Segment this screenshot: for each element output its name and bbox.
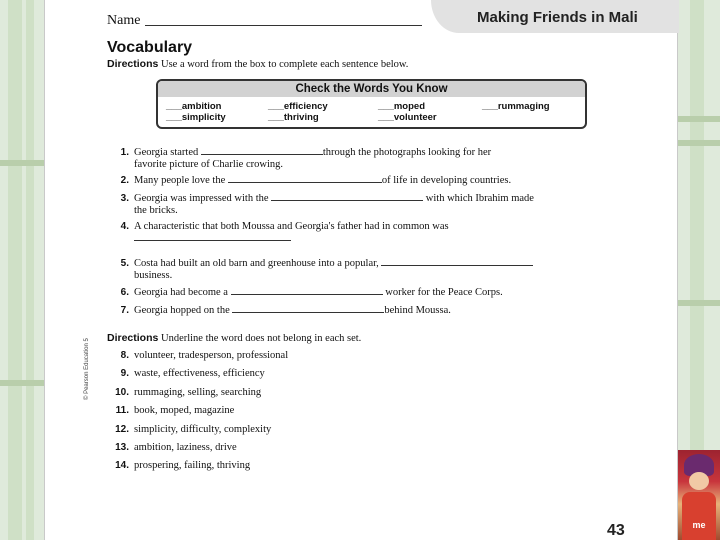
name-line (145, 25, 422, 26)
word-set-9: 9. waste, effectiveness, efficiency (120, 368, 265, 379)
worksheet-title: Making Friends in Mali (431, 0, 679, 33)
answer-blank[interactable] (231, 294, 383, 295)
word-set-13: 13. ambition, laziness, drive (115, 442, 237, 453)
word-set-10: 10. rummaging, selling, searching (115, 387, 262, 398)
word-efficiency: ___efficiency (268, 101, 328, 112)
name-label: Name (107, 13, 141, 28)
bamboo-node (678, 140, 720, 146)
worksheet-page (44, 0, 678, 540)
word-box-title: Check the Words You Know (158, 81, 585, 97)
word-simplicity: ___simplicity (166, 112, 226, 123)
answer-blank[interactable] (201, 154, 323, 155)
word-set-14: 14. prospering, failing, thriving (115, 460, 251, 471)
word-set-8: 8. volunteer, tradesperson, professional (120, 350, 289, 361)
word-set-11: 11. book, moped, magazine (115, 405, 235, 416)
sentence-2: 2. Many people love the of life in developing countries. (120, 175, 512, 186)
word-ambition: ___ambition (166, 101, 222, 112)
directions-label: Directions (107, 332, 159, 344)
thumbnail-image[interactable] (678, 450, 720, 540)
directions-text: Underline the word does not belong in each set. (160, 333, 362, 344)
bamboo-stalk-left-2 (26, 0, 34, 540)
answer-blank[interactable] (271, 200, 423, 201)
bamboo-node (0, 160, 44, 166)
word-volunteer: ___volunteer (378, 112, 437, 123)
figure-face (689, 472, 709, 490)
answer-blank[interactable] (381, 265, 533, 266)
word-thriving: ___thriving (268, 112, 319, 123)
directions (107, 58, 408, 70)
sentence-3: 3. Georgia was impressed with the with which Ibrahim made the bricks. (120, 193, 534, 216)
section-heading: Vocabulary (107, 39, 193, 56)
answer-blank[interactable] (228, 182, 382, 183)
directions-label: Directions (107, 58, 159, 70)
word-box (156, 79, 587, 129)
word-moped: ___moped (378, 101, 425, 112)
sentence-4: 4. A characteristic that both Moussa and Georgia's father had in common was (107, 221, 449, 245)
answer-blank[interactable] (232, 312, 384, 313)
word-rummaging: ___rummaging (482, 101, 550, 112)
thumbnail-label: me (692, 520, 706, 530)
copyright-note: © Pearson Education 5 (84, 338, 90, 400)
bamboo-node (0, 380, 44, 386)
bamboo-stalk-left (8, 0, 22, 540)
page-number: 43 (607, 522, 625, 539)
bamboo-node (678, 300, 720, 306)
sentence-5: 5. Costa had built an old barn and greenhouse into a popular, business. (107, 258, 533, 282)
directions-text: Use a word from the box to complete each sentence below. (160, 59, 409, 70)
sentence-1: 1. Georgia started through the photographs looking for her favorite picture of Charlie crowing. (120, 147, 492, 170)
answer-blank[interactable] (134, 240, 291, 241)
bamboo-node (678, 116, 720, 122)
directions-part2 (107, 332, 361, 344)
figure-body (682, 492, 716, 540)
sentence-7: 7. Georgia hopped on the behind Moussa. (120, 305, 451, 316)
sentence-6: 6. Georgia had become a worker for the Peace Corps. (120, 287, 503, 298)
word-set-12: 12. simplicity, difficulty, complexity (115, 424, 272, 435)
